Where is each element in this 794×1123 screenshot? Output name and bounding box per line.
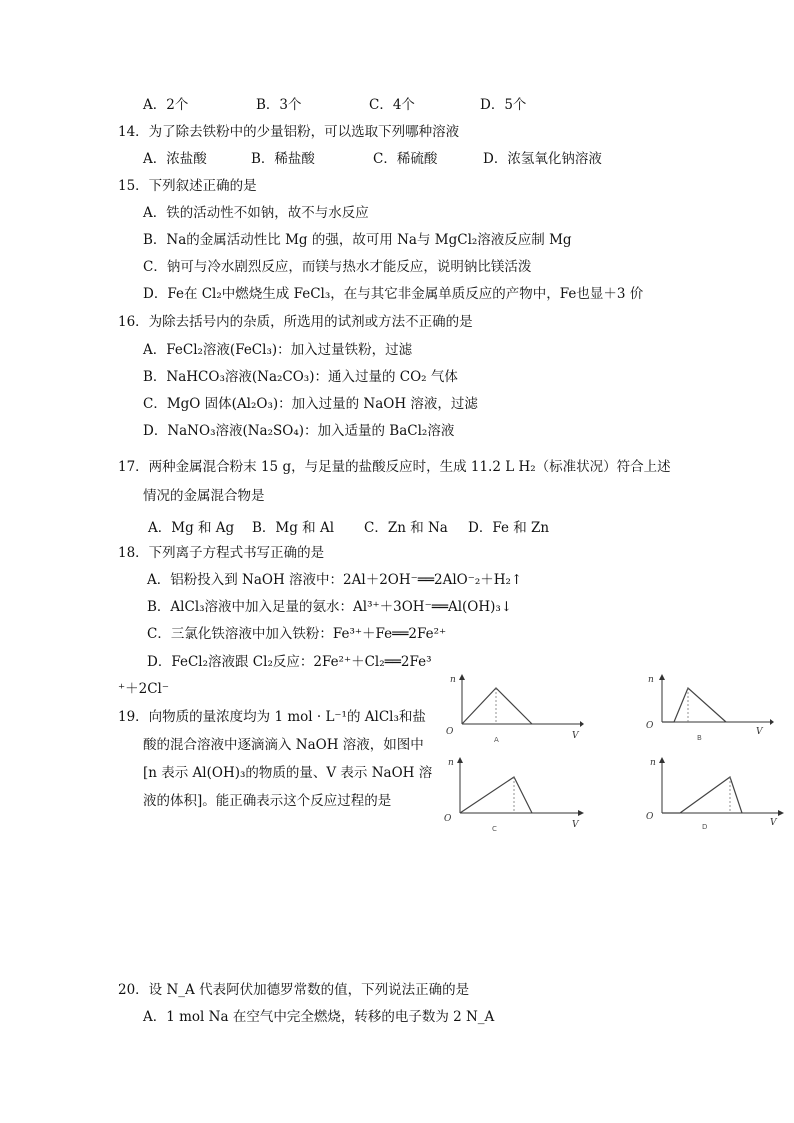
q16-option-b: B．NaHCO₃溶液(Na₂CO₃)：通入过量的 CO₂ 气体 — [143, 369, 458, 385]
q18-stem: 18．下列离子方程式书写正确的是 — [118, 545, 325, 561]
q14-option-b: B．稀盐酸 — [251, 151, 315, 167]
caption-b: B — [697, 734, 702, 742]
y-label: n — [448, 758, 454, 768]
q17-option-c: C．Zn 和 Na — [364, 520, 448, 536]
q14-option-d: D．浓氢氧化钠溶液 — [483, 151, 602, 167]
q14-option-a: A．浓盐酸 — [143, 151, 207, 167]
q19-line-4: 液的体积]。能正确表示这个反应过程的是 — [143, 793, 392, 809]
q18-option-c: C．三氯化铁溶液中加入铁粉：Fe³⁺＋Fe══2Fe²⁺ — [147, 626, 447, 642]
q16-stem: 16．为除去括号内的杂质，所选用的试剂或方法不正确的是 — [118, 314, 473, 330]
q17-option-d: D．Fe 和 Zn — [468, 520, 550, 536]
q20-stem: 20．设 N_A 代表阿伏加德罗常数的值，下列说法正确的是 — [118, 982, 470, 998]
caption-a: A — [494, 736, 499, 744]
y-axis-arrow — [659, 757, 665, 763]
origin-label: O — [646, 812, 654, 822]
q14-option-c: C．稀硫酸 — [373, 151, 438, 167]
caption-d: D — [702, 823, 708, 831]
y-axis-arrow — [659, 674, 665, 680]
x-label: V — [572, 820, 579, 830]
q17-stem-cont: 情况的金属混合物是 — [143, 488, 265, 504]
y-label: n — [450, 675, 456, 685]
q18-option-b: B．AlCl₃溶液中加入足量的氨水：Al³⁺＋3OH⁻══Al(OH)₃↓ — [147, 599, 513, 615]
q16-option-c: C．MgO 固体(Al₂O₃)：加入过量的 NaOH 溶液，过滤 — [143, 396, 478, 412]
x-axis-arrow — [578, 810, 584, 816]
graph-curve — [662, 688, 726, 722]
q17-stem: 17．两种金属混合粉末 15 g，与足量的盐酸反应时，生成 11.2 L H₂（标准状况）符合上述 — [118, 459, 671, 475]
x-label: V — [572, 731, 579, 741]
x-label: V — [756, 727, 763, 737]
q17-option-b: B．Mg 和 Al — [252, 520, 335, 536]
y-axis-arrow — [457, 757, 463, 763]
graph-curve — [460, 777, 532, 813]
q13-option-a: A．2个 — [143, 97, 189, 113]
q13-option-c: C．4个 — [369, 97, 415, 113]
q15-option-b: B．Na的金属活动性比 Mg 的强，故可用 Na与 MgCl₂溶液反应制 Mg — [143, 232, 572, 248]
q16-option-d: D．NaNO₃溶液(Na₂SO₄)：加入适量的 BaCl₂溶液 — [143, 423, 455, 439]
q15-option-d: D．Fe在 Cl₂中燃烧生成 FeCl₃，在与其它非金属单质反应的产物中，Fe也显＋3 价 — [143, 286, 644, 302]
q19-graph-b — [644, 672, 784, 750]
q15-option-c: C．钠可与冷水剧烈反应，而镁与热水才能反应，说明钠比镁活泼 — [143, 259, 532, 275]
q17-option-a: A．Mg 和 Ag — [148, 520, 235, 536]
x-axis-arrow — [778, 810, 784, 816]
y-label: n — [650, 758, 656, 768]
q19-line-3: [n 表示 Al(OH)₃的物质的量、V 表示 NaOH 溶 — [143, 765, 433, 781]
graph-curve — [462, 688, 532, 724]
q16-option-a: A．FeCl₂溶液(FeCl₃)：加入过量铁粉，过滤 — [143, 342, 413, 358]
y-label: n — [648, 675, 654, 685]
q18-option-a: A．铝粉投入到 NaOH 溶液中：2Al＋2OH⁻══2AlO⁻₂＋H₂↑ — [147, 572, 523, 588]
origin-label: O — [446, 727, 454, 737]
q18-option-d: D．FeCl₂溶液跟 Cl₂反应：2Fe²⁺＋Cl₂══2Fe³ — [147, 654, 432, 670]
caption-c: C — [492, 825, 497, 833]
q19-graph-a — [444, 672, 584, 750]
q13-option-b: B．3个 — [256, 97, 302, 113]
origin-label: O — [444, 814, 452, 824]
x-axis-arrow — [770, 719, 774, 725]
q18-option-d-wrap: ⁺＋2Cl⁻ — [118, 681, 169, 697]
q13-option-d: D．5个 — [480, 97, 527, 113]
q19-line-2: 酸的混合溶液中逐滴滴入 NaOH 溶液，如图中 — [143, 737, 424, 753]
q19-graph-d — [644, 755, 786, 835]
q19-graph-c — [444, 755, 586, 835]
origin-label: O — [646, 721, 654, 731]
q14-stem: 14．为了除去铁粉中的少量铝粉，可以选取下列哪种溶液 — [118, 124, 460, 140]
q19-line-1: 19．向物质的量浓度均为 1 mol · L⁻¹的 AlCl₃和盐 — [118, 709, 426, 725]
x-label: V — [770, 818, 777, 828]
y-axis-arrow — [459, 674, 465, 680]
q20-option-a: A．1 mol Na 在空气中完全燃烧，转移的电子数为 2 N_A — [143, 1009, 495, 1025]
x-axis-arrow — [580, 721, 584, 727]
q15-option-a: A．铁的活动性不如钠，故不与水反应 — [143, 205, 369, 221]
q15-stem: 15．下列叙述正确的是 — [118, 178, 257, 194]
